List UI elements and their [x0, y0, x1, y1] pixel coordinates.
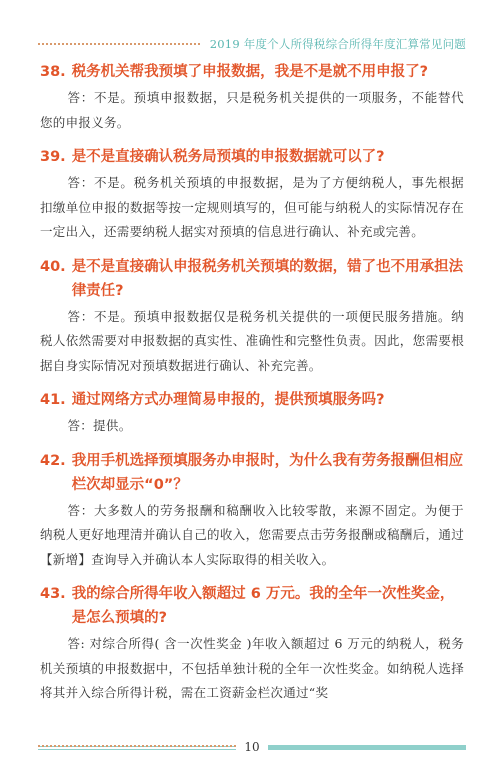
qa-item	[40, 60, 464, 135]
question-text: 我用手机选择预填服务办申报时，为什么我有劳务报酬但相应栏次却显示“0”？	[71, 452, 464, 493]
page-number: 10	[244, 740, 260, 754]
question-number: 42.	[40, 452, 66, 469]
qa-item	[40, 582, 464, 706]
qa-item	[40, 145, 464, 245]
footer-bar-left	[38, 745, 236, 750]
question-number: 40.	[40, 258, 66, 275]
question-text: 通过网络方式办理简易申报的，提供预填服务吗?	[71, 392, 385, 408]
page-footer	[38, 740, 466, 754]
question	[40, 60, 464, 84]
answer-text: 答：不是。税务机关预填的申报数据，是为了方便纳税人，事先根据扣缴单位申报的数据等按一定规则填写的，但可能与纳税人的实际情况存在一定出入，还需要纳税人据实对预填的信息进行确认、补充或完善。	[40, 175, 464, 239]
qa-item	[40, 388, 464, 439]
question-text: 是不是直接确认申报税务机关预填的数据，错了也不用承担法律责任?	[71, 258, 464, 299]
header-title: 2019 年度个人所得税综合所得年度汇算常见问题	[209, 37, 466, 51]
question-text: 税务机关帮我预填了申报数据，我是不是就不用申报了?	[71, 64, 429, 80]
page-header	[38, 34, 466, 54]
question-number: 38.	[40, 64, 66, 80]
question-text: 我的综合所得年收入额超过 6 万元。我的全年一次性奖金，是怎么预填的?	[71, 586, 455, 626]
qa-list	[40, 60, 464, 716]
answer-text: 答：不是。预填申报数据仅是税务机关提供的一项便民服务措施。纳税人依然需要对申报数据的真实性、准确性和完整性负责。因此，您需要根据自身实际情况对预填数据进行确认、补充完善。	[40, 308, 464, 373]
answer-text: 答: 对综合所得( 含一次性奖金 )年收入额超过 6 万元的纳税人，税务机关预填的申报数据中，不包括单独计税的全年一次性奖金。如纳税人选择将其并入综合所得计税，需在工资薪金栏次通过“奖	[40, 636, 464, 700]
question-number: 43.	[40, 586, 66, 602]
question-number: 39.	[40, 149, 66, 165]
qa-item	[40, 255, 464, 379]
answer-text: 答：不是。预填申报数据，只是税务机关提供的一项服务，不能替代您的申报义务。	[40, 90, 464, 130]
question	[40, 449, 464, 497]
header-dotted-rule	[38, 43, 200, 45]
question	[40, 255, 464, 303]
question	[40, 388, 464, 412]
question	[40, 582, 464, 630]
qa-item	[40, 449, 464, 573]
answer-text: 答：大多数人的劳务报酬和稿酬收入比较零散，来源不固定。为便于纳税人更好地理清并确认自己的收入，您需要点击劳务报酬或稿酬后，通过【新增】查询导入并确认本人实际取得的相关收入。	[40, 502, 464, 567]
footer-bar-right	[268, 745, 466, 750]
question-number: 41.	[40, 392, 66, 408]
question-text: 是不是直接确认税务局预填的申报数据就可以了?	[71, 149, 385, 165]
question	[40, 145, 464, 169]
answer-text: 答：提供。	[67, 418, 132, 433]
